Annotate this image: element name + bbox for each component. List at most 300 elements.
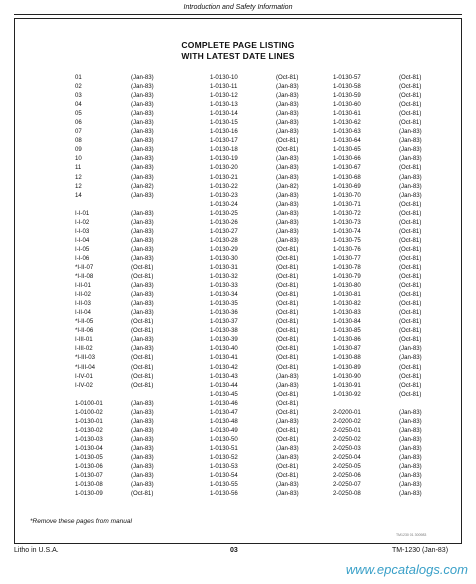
page-id: 2-0250-01	[333, 426, 361, 434]
listing-row	[333, 209, 422, 218]
date-line: (Oct-81)	[399, 236, 422, 244]
date-line: (Jan-83)	[131, 254, 154, 262]
date-line: (Jan-83)	[131, 399, 154, 407]
listing-row	[75, 290, 154, 299]
date-line: (Jan-83)	[131, 227, 154, 235]
date-line: (Jan-83)	[276, 209, 299, 217]
listing-row	[75, 109, 154, 118]
listing-row	[210, 444, 299, 453]
page-id	[75, 200, 131, 209]
listing-row	[210, 353, 299, 362]
page-number: 03	[230, 547, 238, 554]
page-id: 1-0130-21	[210, 173, 238, 181]
listing-row	[210, 200, 299, 209]
date-line: (Jan-83)	[276, 92, 299, 100]
page-id: 1-0130-57	[333, 74, 361, 81]
listing-row	[333, 218, 422, 227]
page-id: *I-III-04	[75, 363, 95, 371]
page-id: 1-0130-87	[333, 345, 361, 353]
date-line: (Oct-81)	[399, 254, 422, 262]
listing-row	[333, 426, 422, 435]
date-line: (Jan-83)	[399, 191, 422, 199]
page-id: I-I-05	[75, 245, 90, 253]
page-id: 2-0250-02	[333, 435, 361, 443]
date-line: (Jan-83)	[131, 119, 154, 127]
page-id: 09	[75, 146, 82, 154]
date-line: (Oct-81)	[399, 318, 422, 326]
page-id: 01	[75, 74, 82, 81]
listing-row	[75, 100, 154, 109]
listing-row	[210, 335, 299, 344]
page-id: 1-0130-88	[333, 354, 361, 362]
listing-row	[75, 73, 154, 82]
listing-row	[210, 263, 299, 272]
date-line: (Jan-83)	[399, 417, 422, 425]
date-line: (Jan-83)	[131, 444, 154, 452]
listing-row	[333, 480, 422, 489]
listing-row	[333, 118, 422, 127]
listing-row	[75, 417, 154, 426]
listing-row	[75, 471, 154, 480]
date-line: (Jan-83)	[131, 463, 154, 471]
date-line: (Oct-81)	[399, 300, 422, 308]
page-id: 1-0130-41	[210, 354, 238, 362]
page-id: 1-0130-78	[333, 263, 361, 271]
listing-column-2	[210, 73, 299, 498]
date-line: (Jan-83)	[276, 227, 299, 235]
footnote: *Remove these pages from manual	[30, 518, 132, 525]
date-line: (Oct-81)	[399, 245, 422, 253]
listing-row	[75, 489, 154, 498]
listing-row	[75, 173, 154, 182]
page-id: 1-0130-22	[210, 182, 238, 190]
page-id: 11	[75, 164, 82, 172]
listing-row	[210, 191, 299, 200]
date-line: (Oct-81)	[276, 435, 299, 443]
page-id: 1-0130-85	[333, 327, 361, 335]
listing-row	[210, 245, 299, 254]
date-line: (Oct-81)	[276, 254, 299, 262]
listing-row	[210, 435, 299, 444]
page-id: 2-0250-08	[333, 490, 361, 498]
date-line: (Jan-83)	[276, 236, 299, 244]
listing-row	[210, 145, 299, 154]
date-line: (Jan-83)	[399, 354, 422, 362]
page-id: 1-0130-28	[210, 236, 238, 244]
listing-row	[210, 127, 299, 136]
listing-row	[210, 453, 299, 462]
page-id: 1-0130-66	[333, 155, 361, 163]
listing-row	[333, 453, 422, 462]
date-line: (Jan-83)	[131, 173, 154, 181]
date-line: (Jan-83)	[399, 481, 422, 489]
page-id: 1-0130-24	[210, 200, 238, 208]
page-id: 1-0130-07	[75, 472, 103, 480]
date-line: (Jan-83)	[276, 453, 299, 461]
date-line: (Oct-81)	[276, 245, 299, 253]
date-line: (Jan-83)	[131, 481, 154, 489]
page-id: 1-0130-59	[333, 92, 361, 100]
listing-row	[210, 381, 299, 390]
date-line: (Oct-81)	[276, 408, 299, 416]
listing-row	[210, 326, 299, 335]
page-id: 1-0130-68	[333, 173, 361, 181]
date-line: (Oct-81)	[399, 372, 422, 380]
listing-row	[75, 335, 154, 344]
page-id: 1-0130-33	[210, 282, 238, 290]
date-line: (Oct-81)	[276, 318, 299, 326]
page-id: 1-0130-84	[333, 318, 361, 326]
page-id: 2-0250-06	[333, 472, 361, 480]
page-id: I-I-02	[75, 218, 90, 226]
page-id: 1-0130-06	[75, 463, 103, 471]
date-line: (Jan-83)	[131, 146, 154, 154]
listing-row	[333, 173, 422, 182]
listing-row	[333, 372, 422, 381]
date-line: (Oct-81)	[399, 363, 422, 371]
page-id: 2-0200-01	[333, 408, 361, 416]
date-line: (Oct-81)	[399, 327, 422, 335]
page-id: 1-0130-83	[333, 309, 361, 317]
listing-row	[333, 353, 422, 362]
date-line: (Oct-81)	[131, 318, 154, 326]
page-id: 1-0130-53	[210, 463, 238, 471]
listing-row	[333, 163, 422, 172]
date-line: (Jan-83)	[276, 481, 299, 489]
listing-row	[210, 100, 299, 109]
listing-row	[210, 372, 299, 381]
date-line: (Jan-83)	[131, 110, 154, 118]
date-line: (Jan-83)	[399, 408, 422, 416]
page-id: 1-0130-32	[210, 273, 238, 281]
listing-row	[333, 109, 422, 118]
listing-row	[333, 399, 422, 408]
date-line: (Oct-81)	[399, 282, 422, 290]
listing-row	[210, 218, 299, 227]
page-id: 1-0130-25	[210, 209, 238, 217]
listing-row	[333, 462, 422, 471]
page-id: 1-0130-52	[210, 453, 238, 461]
page-id: 05	[75, 110, 82, 118]
page-id: 2-0250-03	[333, 444, 361, 452]
page-id: 1-0100-02	[75, 408, 103, 416]
page-id: 1-0130-01	[75, 417, 103, 425]
page-id: 1-0130-73	[333, 218, 361, 226]
page-id: I-II-03	[75, 300, 91, 308]
listing-row	[210, 426, 299, 435]
listing-row	[210, 272, 299, 281]
date-line: (Oct-81)	[276, 426, 299, 434]
watermark: www.epcatalogs.com	[345, 562, 468, 577]
date-line: (Jan-83)	[131, 155, 154, 163]
date-line: (Jan-83)	[399, 173, 422, 181]
listing-column-1	[75, 73, 154, 498]
date-line: (Jan-83)	[131, 92, 154, 100]
listing-row	[210, 254, 299, 263]
listing-row	[333, 335, 422, 344]
date-line: (Oct-81)	[399, 273, 422, 281]
page-id: I-II-01	[75, 282, 91, 290]
page-id: 1-0130-91	[333, 381, 361, 389]
listing-row	[75, 154, 154, 163]
date-line: (Jan-83)	[131, 435, 154, 443]
listing-row	[75, 353, 154, 362]
listing-row	[75, 326, 154, 335]
page-id: 1-0130-35	[210, 300, 238, 308]
listing-row	[210, 73, 299, 82]
section-header: Introduction and Safety Information	[183, 4, 293, 11]
date-line: (Jan-83)	[276, 83, 299, 91]
date-line: (Oct-81)	[399, 101, 422, 109]
listing-row	[75, 91, 154, 100]
date-line: (Jan-83)	[131, 300, 154, 308]
listing-row	[75, 191, 154, 200]
listing-row	[210, 408, 299, 417]
page-id: 1-0130-90	[333, 372, 361, 380]
listing-row	[75, 272, 154, 281]
listing-row	[210, 480, 299, 489]
date-line: (Oct-81)	[276, 327, 299, 335]
date-line: (Jan-83)	[131, 236, 154, 244]
page-id: 1-0130-03	[75, 435, 103, 443]
listing-row	[75, 480, 154, 489]
date-line: (Jan-83)	[131, 209, 154, 217]
date-line: (Oct-81)	[276, 309, 299, 317]
page-id: *I-III-03	[75, 354, 95, 362]
page-id: 1-0130-34	[210, 291, 238, 299]
date-line: (Oct-81)	[276, 273, 299, 281]
page-id: 1-0130-74	[333, 227, 361, 235]
listing-row	[75, 236, 154, 245]
date-line: (Oct-81)	[399, 164, 422, 172]
page-id: 1-0130-76	[333, 245, 361, 253]
date-line: (Jan-83)	[131, 472, 154, 480]
date-line: (Oct-81)	[399, 227, 422, 235]
page-id: 1-0130-29	[210, 245, 238, 253]
listing-row	[75, 200, 154, 209]
page-id: 1-0130-20	[210, 164, 238, 172]
page-id: I-II-02	[75, 291, 91, 299]
page-id: 1-0130-79	[333, 273, 361, 281]
listing-row	[333, 489, 422, 498]
listing-row	[210, 82, 299, 91]
date-line: (Oct-81)	[399, 309, 422, 317]
listing-row	[333, 317, 422, 326]
date-line: (Oct-81)	[131, 273, 154, 281]
listing-row	[210, 163, 299, 172]
date-line: (Jan-83)	[131, 218, 154, 226]
page-id: 1-0130-58	[333, 83, 361, 91]
date-line: (Jan-83)	[276, 119, 299, 127]
date-line: (Jan-83)	[276, 490, 299, 498]
date-line: (Jan-83)	[276, 164, 299, 172]
date-line: (Oct-81)	[131, 263, 154, 271]
page-id: 1-0130-46	[210, 399, 238, 407]
listing-row	[210, 399, 299, 408]
page-id: 1-0130-15	[210, 119, 238, 127]
date-line: (Jan-83)	[399, 182, 422, 190]
page-title-line2: WITH LATEST DATE LINES	[181, 51, 295, 61]
date-line: (Jan-83)	[399, 137, 422, 145]
listing-row	[75, 426, 154, 435]
listing-row	[75, 399, 154, 408]
listing-row	[333, 91, 422, 100]
page-id: 1-0130-12	[210, 92, 238, 100]
page-id: 1-0130-49	[210, 426, 238, 434]
date-line: (Oct-81)	[276, 336, 299, 344]
page-id: 1-0130-89	[333, 363, 361, 371]
page-id: I-II-04	[75, 309, 91, 317]
date-line: (Jan-83)	[399, 128, 422, 136]
listing-row	[210, 118, 299, 127]
page-id: 1-0130-86	[333, 336, 361, 344]
listing-row	[75, 182, 154, 191]
page-id: 1-0130-61	[333, 110, 361, 118]
listing-row	[333, 471, 422, 480]
date-line: (Oct-81)	[276, 463, 299, 471]
page-id: 1-0130-50	[210, 435, 238, 443]
listing-row	[333, 281, 422, 290]
page-id: I-III-02	[75, 345, 93, 353]
date-line: (Jan-83)	[276, 444, 299, 452]
listing-row	[210, 462, 299, 471]
page-id: 1-0130-36	[210, 309, 238, 317]
listing-row	[75, 462, 154, 471]
date-line: (Jan-83)	[131, 83, 154, 91]
page-id: 03	[75, 92, 82, 100]
date-line: (Jan-83)	[399, 444, 422, 452]
date-line: (Oct-81)	[399, 209, 422, 217]
listing-row	[75, 118, 154, 127]
listing-row	[75, 82, 154, 91]
listing-row	[75, 163, 154, 172]
date-line: (Oct-81)	[399, 83, 422, 91]
date-line: (Jan-83)	[131, 128, 154, 136]
page-id: 1-0130-62	[333, 119, 361, 127]
date-line: (Oct-81)	[399, 336, 422, 344]
footer-manual-id: TM-1230 (Jan-83)	[392, 547, 449, 554]
page-id: 1-0130-51	[210, 444, 238, 452]
footer-litho: Litho in U.S.A.	[14, 547, 59, 554]
page-id: 12	[75, 173, 82, 181]
date-line: (Jan-83)	[131, 345, 154, 353]
listing-row	[75, 308, 154, 317]
date-line: (Oct-81)	[399, 291, 422, 299]
page-id: 1-0130-05	[75, 453, 103, 461]
listing-row	[75, 435, 154, 444]
date-line: (Oct-81)	[276, 137, 299, 145]
page-id: 1-0130-56	[210, 490, 238, 498]
date-line: (Jan-82)	[131, 182, 154, 190]
date-line: (Jan-83)	[131, 453, 154, 461]
page-id: 1-0130-48	[210, 417, 238, 425]
listing-row	[333, 236, 422, 245]
listing-row	[333, 200, 422, 209]
listing-row	[75, 209, 154, 218]
date-line: (Oct-81)	[276, 354, 299, 362]
date-line: (Jan-83)	[131, 309, 154, 317]
listing-row	[333, 408, 422, 417]
date-line: (Jan-83)	[131, 74, 154, 81]
listing-row	[333, 73, 422, 82]
listing-row	[75, 299, 154, 308]
listing-row	[333, 82, 422, 91]
date-line: (Oct-81)	[276, 74, 299, 81]
page-id	[333, 399, 399, 408]
page-id: 1-0130-44	[210, 381, 238, 389]
listing-row	[210, 227, 299, 236]
listing-row	[210, 281, 299, 290]
print-stamp: TM1230 01 300983	[396, 533, 427, 537]
date-line: (Oct-81)	[276, 300, 299, 308]
listing-row	[333, 308, 422, 317]
date-line: (Jan-83)	[131, 245, 154, 253]
listing-row	[75, 281, 154, 290]
listing-row	[210, 363, 299, 372]
date-line: (Jan-83)	[399, 155, 422, 163]
date-line: (Jan-83)	[399, 146, 422, 154]
page-id: 1-0130-11	[210, 83, 238, 91]
date-line: (Jan-83)	[399, 426, 422, 434]
page-id: 1-0130-19	[210, 155, 238, 163]
date-line: (Oct-81)	[131, 363, 154, 371]
date-line: (Oct-81)	[276, 390, 299, 398]
page-id: 1-0130-16	[210, 128, 238, 136]
page-id: 1-0130-70	[333, 191, 361, 199]
listing-row	[75, 408, 154, 417]
listing-row	[333, 182, 422, 191]
page-id: 1-0130-75	[333, 236, 361, 244]
listing-row	[75, 372, 154, 381]
page-id: 1-0130-47	[210, 408, 238, 416]
page-title-line1: COMPLETE PAGE LISTING	[181, 40, 295, 50]
page-id: I-I-03	[75, 227, 90, 235]
listing-row	[333, 417, 422, 426]
date-line: (Jan-83)	[399, 435, 422, 443]
page-id: 1-0130-65	[333, 146, 361, 154]
page-id: 1-0130-08	[75, 481, 103, 489]
listing-row	[333, 227, 422, 236]
date-line: (Jan-83)	[131, 408, 154, 416]
listing-row	[75, 218, 154, 227]
page-id: 02	[75, 83, 82, 91]
listing-row	[75, 254, 154, 263]
listing-row	[210, 290, 299, 299]
date-line: (Jan-83)	[276, 128, 299, 136]
page-id: I-I-01	[75, 209, 90, 217]
listing-row	[210, 209, 299, 218]
listing-row	[333, 127, 422, 136]
page-id: 1-0130-82	[333, 300, 361, 308]
page-id: 07	[75, 128, 82, 136]
date-line: (Oct-81)	[276, 345, 299, 353]
date-line: (Jan-82)	[276, 182, 299, 190]
date-line: (Jan-83)	[399, 345, 422, 353]
date-line: (Oct-81)	[399, 74, 422, 81]
date-line: (Jan-83)	[276, 101, 299, 109]
date-line: (Jan-83)	[131, 336, 154, 344]
page-id: I-III-01	[75, 336, 93, 344]
date-line: (Jan-83)	[276, 417, 299, 425]
page-id: I-I-06	[75, 254, 90, 262]
listing-row	[75, 381, 154, 390]
page-id: 1-0130-13	[210, 101, 238, 109]
listing-row	[333, 381, 422, 390]
date-line: (Oct-81)	[399, 200, 422, 208]
date-line: (Jan-83)	[131, 164, 154, 172]
date-line: (Oct-81)	[131, 490, 154, 498]
listing-row	[210, 417, 299, 426]
